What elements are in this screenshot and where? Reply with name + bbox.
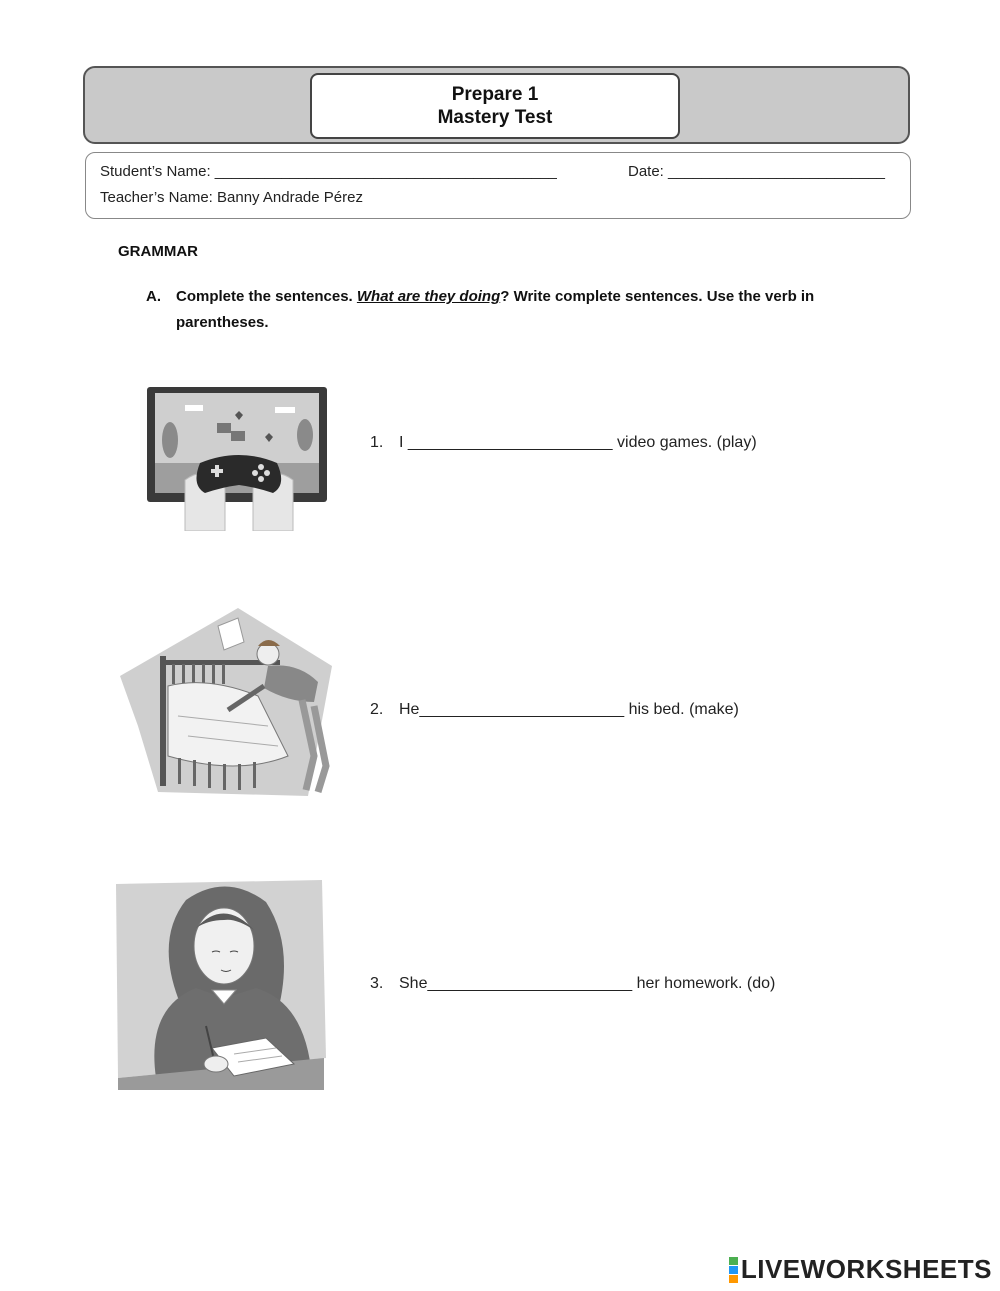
teacher-name-label: Teacher’s Name: <box>100 189 213 206</box>
instruction-part-1: Complete the sentences. <box>176 288 353 305</box>
item-3-answer-field[interactable]: _______________________ <box>427 975 633 992</box>
item-2-subject: He <box>399 701 420 718</box>
instruction-emphasis: What are they doing <box>356 288 501 305</box>
item-3-rest: her homework. (do) <box>636 975 776 992</box>
date-label: Date: <box>628 163 664 180</box>
item-1-subject: I <box>399 434 404 451</box>
liveworksheets-logo[interactable] <box>729 1254 992 1285</box>
item-1-rest: video games. (play) <box>617 434 757 451</box>
item-3-subject: She <box>399 975 428 992</box>
title-line-2: Mastery Test <box>437 107 553 128</box>
instruction-label: A. <box>146 288 161 305</box>
item-1-number: 1. <box>370 434 384 451</box>
student-name-row <box>100 163 557 180</box>
logo-text: LIVEWORKSHEETS <box>740 1254 992 1284</box>
exercise-item-3 <box>370 975 775 993</box>
title-line-1: Prepare 1 <box>451 84 539 105</box>
item-3-number: 3. <box>370 975 384 992</box>
teacher-name-row <box>100 189 363 206</box>
homework-picture <box>116 878 326 1090</box>
teacher-name-value: Banny Andrade Pérez <box>217 189 363 206</box>
making-bed-picture <box>118 606 334 796</box>
item-2-rest: his bed. (make) <box>628 701 739 718</box>
student-info-box <box>85 152 911 219</box>
exercise-item-2 <box>370 701 739 719</box>
instruction-text <box>176 284 866 336</box>
student-name-field[interactable]: _________________________________________ <box>214 163 557 180</box>
instruction <box>146 284 866 336</box>
item-2-number: 2. <box>370 701 384 718</box>
date-row <box>628 163 885 180</box>
date-field[interactable]: __________________________ <box>668 163 885 180</box>
exercise-item-1 <box>370 434 757 452</box>
video-game-picture <box>145 385 329 531</box>
item-2-answer-field[interactable]: _______________________ <box>419 701 625 718</box>
title-box <box>310 73 680 139</box>
logo-tile-icon <box>729 1257 737 1283</box>
section-heading: GRAMMAR <box>118 243 198 260</box>
instruction-part-2: ? Write complete sentences. Use the verb in parentheses. <box>176 288 815 331</box>
item-1-answer-field[interactable]: _______________________ <box>407 434 613 451</box>
student-name-label: Student’s Name: <box>100 163 211 180</box>
